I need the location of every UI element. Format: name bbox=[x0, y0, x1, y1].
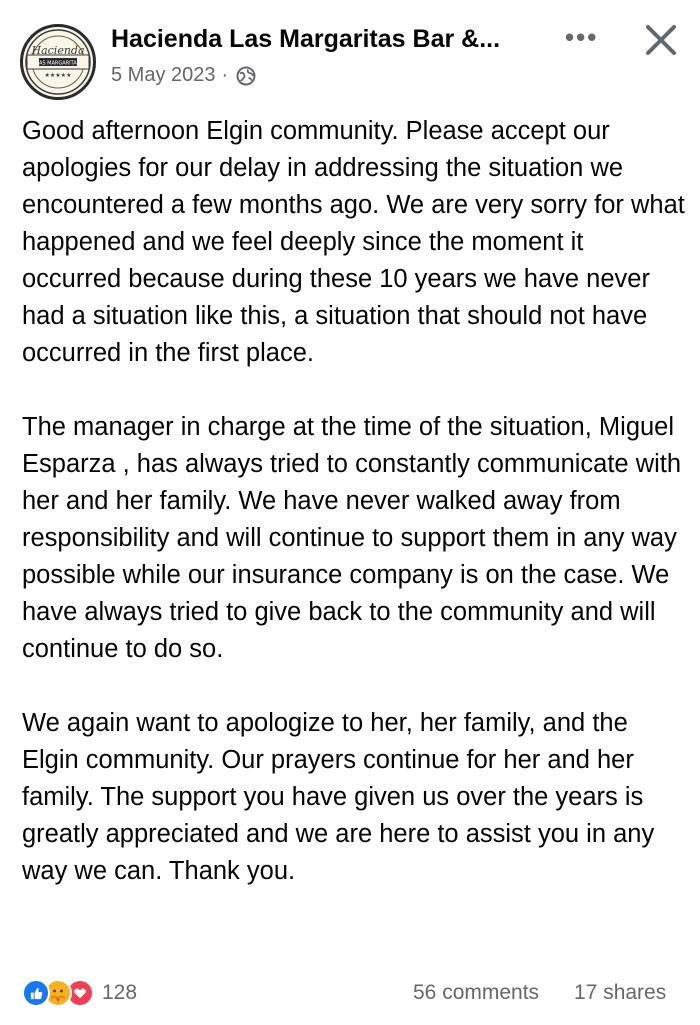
logo-sub-text: LAS MARGARITAS bbox=[36, 60, 80, 67]
post-paragraph: Good afternoon Elgin community. Please accept our apologies for our delay in addressing the situation we encountered a few months ago. We are very sorry for what happened and we feel deeply since the moment it occurred because during these 10 years we have never had a situation like this, a situation that should not have occurred in the first place. bbox=[22, 117, 685, 367]
comments-link[interactable]: 56 comments bbox=[413, 981, 540, 1004]
globe-icon bbox=[236, 66, 256, 86]
more-options-button[interactable] bbox=[565, 22, 605, 52]
post-header bbox=[0, 0, 700, 110]
page-name[interactable]: Hacienda Las Margaritas Bar &... bbox=[111, 25, 501, 53]
more-horizontal-icon: ••• bbox=[565, 22, 599, 52]
hacienda-logo-icon bbox=[23, 27, 93, 97]
reactions-summary[interactable] bbox=[22, 979, 137, 1007]
reaction-count: 128 bbox=[102, 981, 138, 1004]
logo-main-text: Hacienda bbox=[31, 44, 85, 57]
post-date[interactable]: 5 May 2023 bbox=[111, 64, 216, 86]
close-button[interactable] bbox=[641, 20, 681, 60]
close-icon bbox=[641, 20, 681, 60]
post-paragraph: The manager in charge at the time of the situation, Miguel Esparza , has always tried to constantly communicate with her and her family. We have never walked away from responsibility and will continue to support them in any way possible while our insurance company is on the case. We have always tried to give back to the community and will continue to do so. bbox=[22, 413, 682, 663]
like-icon bbox=[22, 979, 50, 1007]
post-text bbox=[22, 113, 687, 927]
post-paragraph: We again want to apologize to her, her family, and the Elgin community. Our prayers continue for her and her family. The support you have given us over the years is greatly appreciated and we are here to assist you in any way we can. Thank you. bbox=[22, 709, 655, 885]
meta-separator: · bbox=[221, 64, 229, 86]
svg-text:★★★★★: ★★★★★ bbox=[44, 73, 72, 79]
page-avatar[interactable] bbox=[20, 24, 96, 100]
post-meta bbox=[111, 64, 256, 87]
shares-link[interactable]: 17 shares bbox=[574, 981, 667, 1004]
post-footer bbox=[0, 970, 700, 1014]
